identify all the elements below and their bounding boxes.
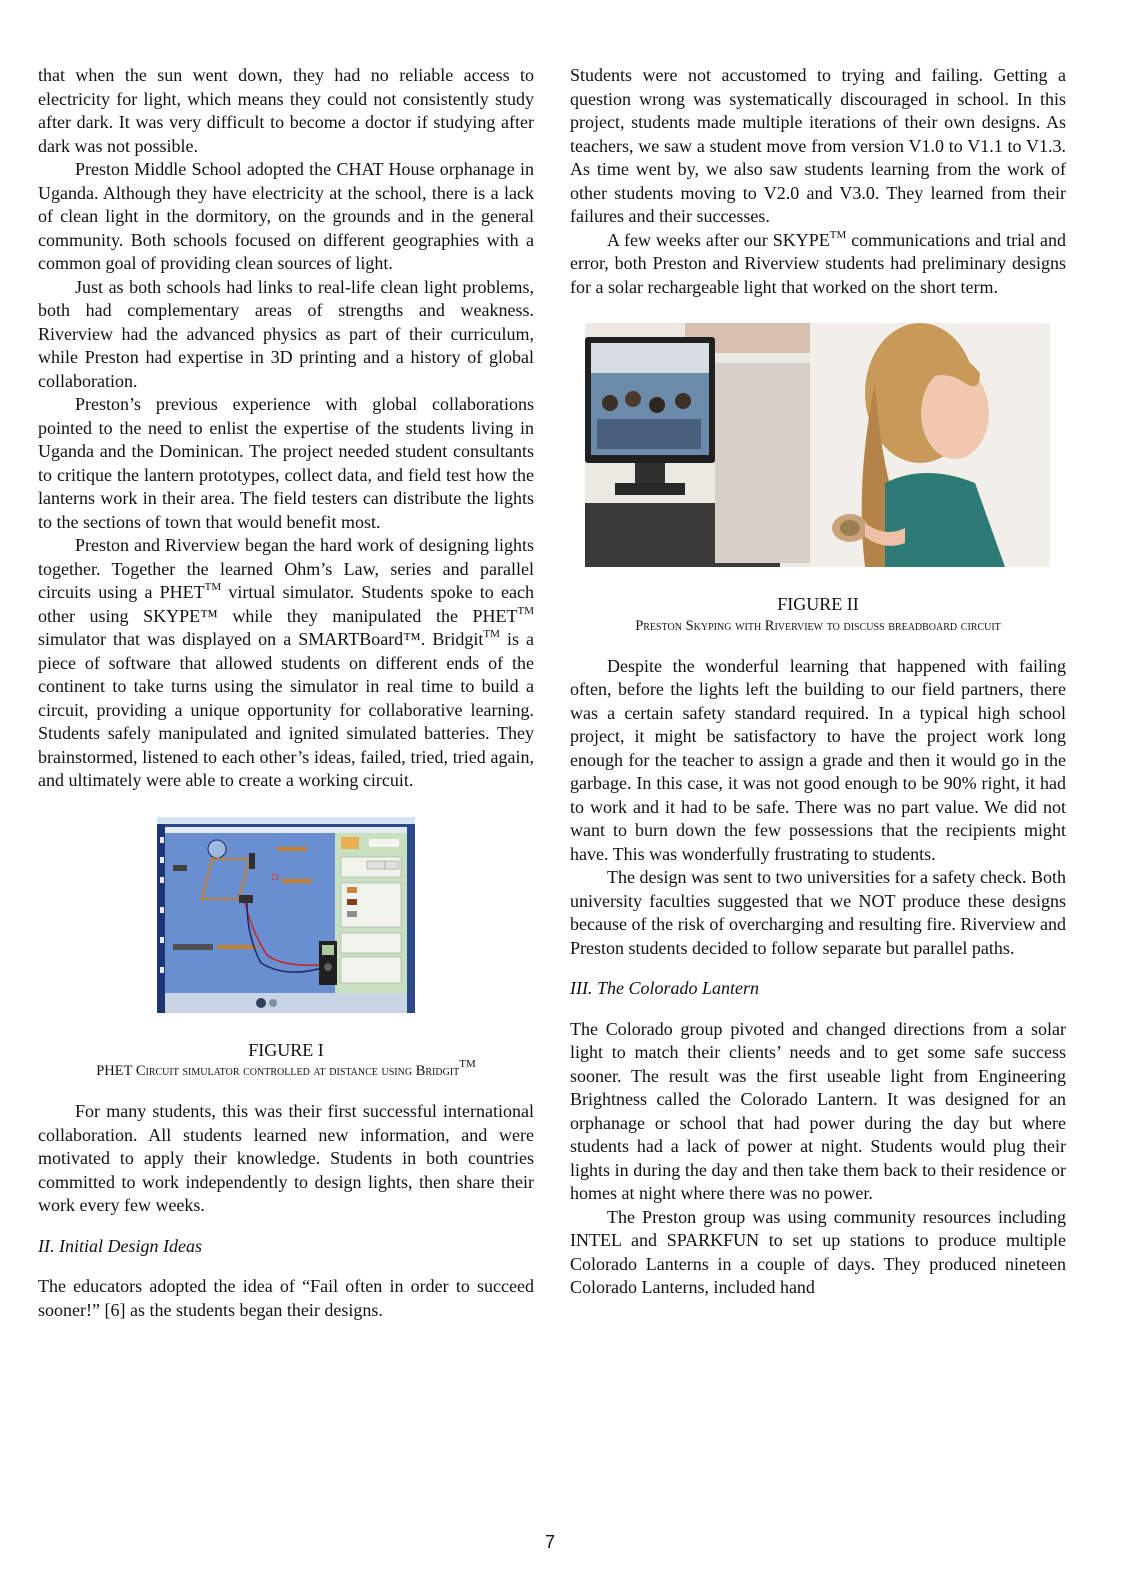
section-heading: III. The Colorado Lantern bbox=[570, 978, 759, 998]
paragraph: Students were not accustomed to trying and failing. Getting a question wrong was systematically discouraged in school. In this project, students made multiple iterations of their own designs. As teachers, we saw a student move from version V1.0 to V1.1 to V1.3. As time went by, we also saw students learning from the work of other students moving to V2.0 and V3.0. They learned from their failures and their successes. bbox=[570, 65, 1066, 226]
simulator-screenshot bbox=[157, 817, 415, 1013]
paragraph: For many students, this was their first successful international collaboration. All students learned new information, and were motivated to apply their knowledge. Students in both countries committed to work independently to design lights, then share their work every few weeks. bbox=[38, 1101, 534, 1215]
paragraph: The educators adopted the idea of “Fail often in order to succeed sooner!” [6] as the students began their designs. bbox=[38, 1276, 534, 1320]
paragraph: Just as both schools had links to real-life clean light problems, both had complementary areas of strengths and weakness. Riverview had the advanced physics as part of their curriculum, while Preston had expertise in 3D printing and a history of global collaboration. bbox=[38, 276, 534, 391]
paragraph: Preston’s previous experience with global collaborations pointed to the need to enlist the expertise of the students living in Uganda and the Dominican. The project needed student consultants to critique the lantern prototypes, collect data, and field test how the lanterns work in their area. The field testers can distribute the lights to the sections of town that would benefit most. bbox=[38, 394, 534, 532]
skype-photo bbox=[585, 323, 1050, 567]
figure-2-title: FIGURE II bbox=[777, 594, 859, 614]
section-heading: II. Initial Design Ideas bbox=[38, 1235, 202, 1256]
paragraph: Despite the wonderful learning that happened with failing often, before the lights left the building to our field partners, there was a certain safety standard required. In a typical high school project, it might be satisfactory to have the project work long enough for the teacher to assign a grade and then it would go in the garbage. In this case, it was not good enough to be 90% right, it had to work and it had to be safe. There was no part value. We did not want to burn down the few possessions that the recipients might have. This was wonderfully frustrating to students. bbox=[570, 655, 1066, 864]
paragraph: The Preston group was using community resources including INTEL and SPARKFUN to set up stations to produce multiple Colorado Lanterns in a couple of days. They produced nineteen Colorado Lanterns, included hand bbox=[570, 1206, 1066, 1297]
paragraph: that when the sun went down, they had no reliable access to electricity for light, which means they could not consistently study after dark. It was very difficult to become a doctor if studying after dark was not possible. bbox=[38, 65, 534, 156]
paragraph: Preston and Riverview began the hard work of designing lights together. Together the learned Ohm’s Law, series and parallel circuits using a PHET™ virtual simulator. Students spoke to each other using SKYPE™ while they manipulated the PHET™ simulator that was displayed on a SMARTBoard™. Bridgit™ is a piece of software that allowed students on different ends of the continent to take turns using the simulator in real time to build a circuit, providing a unique opportunity for collaborative learning. Students safely manipulated and ignited simulated batteries. They brainstormed, listened to each other’s ideas, failed, tried, tried again, and ultimately were able to create a working circuit. bbox=[38, 535, 534, 790]
left-column bbox=[38, 64, 534, 1322]
right-column bbox=[570, 64, 1066, 1300]
paragraph: The Colorado group pivoted and changed directions from a solar light to match their clients’ needs and to get some safe success sooner. The result was the first useable light from Engineering Brightness called the Colorado Lantern. It was designed for an orphanage or school that had power during the day but where students had a lack of power at night. Students would plug their lights in during the day and then take them back to their residence or homes at night where there was no power. bbox=[570, 1018, 1066, 1203]
paragraph: The design was sent to two universities for a safety check. Both university faculties suggested that we NOT produce these designs because of the risk of overcharging and resulting fire. Riverview and Preston students decided to follow separate but parallel paths. bbox=[570, 867, 1066, 958]
figure-1 bbox=[38, 817, 534, 1081]
figure-2-caption: Preston Skyping with Riverview to discuss breadboard circuit bbox=[635, 617, 1001, 634]
figure-1-title: FIGURE I bbox=[248, 1039, 324, 1060]
figure-1-caption: PHET Circuit simulator controlled at distance using Bridgit™ bbox=[96, 1058, 476, 1079]
figure-2 bbox=[570, 323, 1066, 635]
paragraph: A few weeks after our SKYPE™ communications and trial and error, both Preston and Riverview students had preliminary designs for a solar rechargeable light that worked on the short term. bbox=[570, 228, 1066, 297]
page-number: 7 bbox=[544, 1532, 555, 1552]
paragraph: Preston Middle School adopted the CHAT House orphanage in Uganda. Although they have electricity at the school, there is a lack of clean light in the dormitory, on the grounds and in the general community. Both schools focused on different geographies with a common goal of providing clean sources of light. bbox=[38, 159, 534, 273]
